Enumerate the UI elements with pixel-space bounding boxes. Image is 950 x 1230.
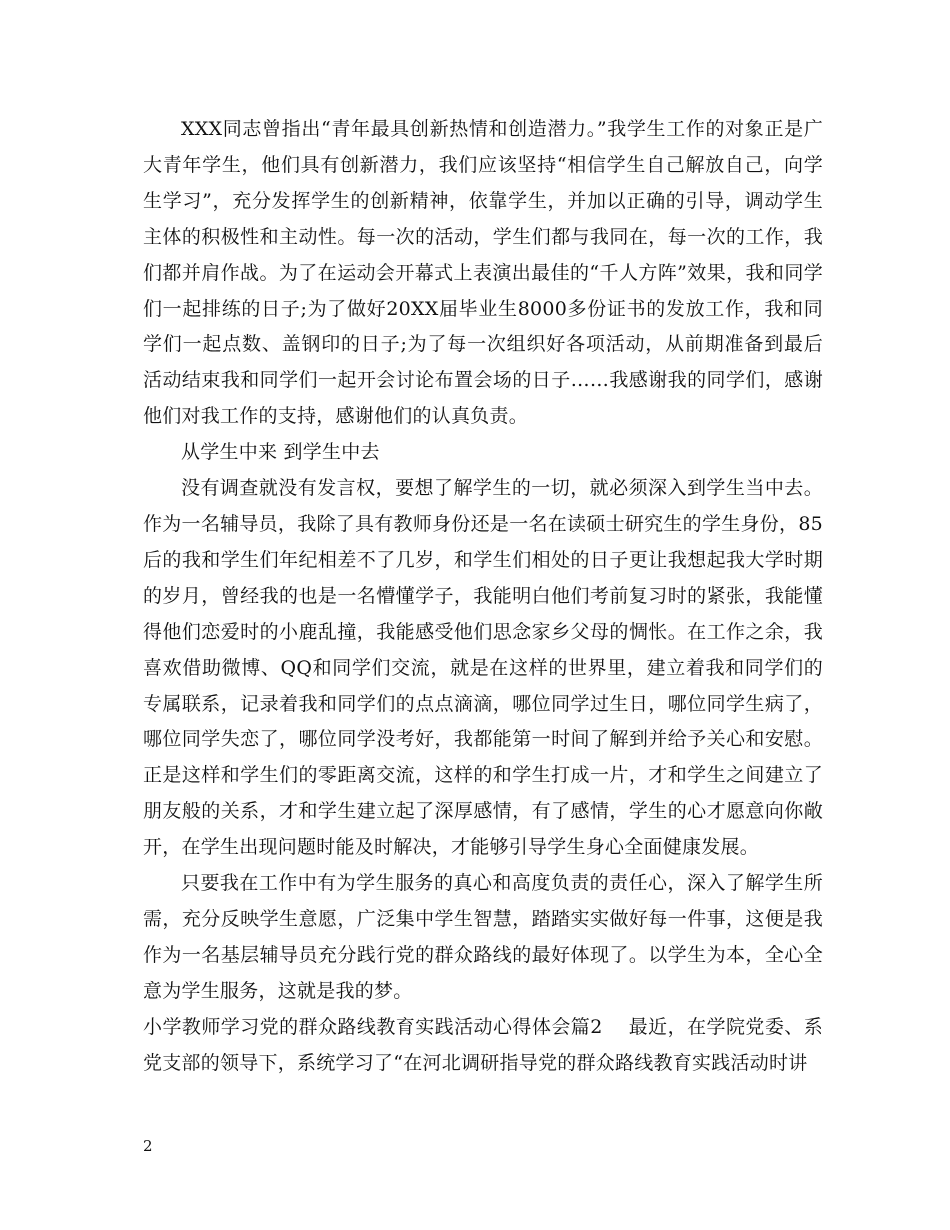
paragraph-service-dream: 只要我在工作中有为学生服务的真心和高度负责的责任心，深入了解学生所需，充分反映学生意愿，广泛集中学生智慧，踏踏实实做好每一件事，这便是我作为一名基层辅导员充分践行党的群众路线的最好体现了。以学生为本，全心全意为学生服务，这就是我的梦。 — [143, 872, 823, 1002]
article-title: 小学教师学习党的群众路线教育实践活动心得体会篇2 — [143, 1015, 603, 1038]
document-body — [143, 112, 823, 1081]
paragraph-student-innovation: XXX同志曾指出“青年最具创新热情和创造潜力。”我学生工作的对象正是广大青年学生，他们具有创新潜力，我们应该坚持“相信学生自己解放自己，向学生学习”，充分发挥学生的创新精神，依靠学生，并加以正确的引导，调动学生主体的积极性和主动性。每一次的活动，学生们都与我同在，每一次的工作，我们都并肩作战。为了在运动会开幕式上表演出最佳的“千人方阵”效果，我和同学们一起排练的日子;为了做好20XX届毕业生8000多份证书的发放工作，我和同学们一起点数、盖钢印的日子;为了每一次组织好各项活动，从前期准备到最后活动结束我和同学们一起开会讨论布置会场的日子……我感谢我的同学们，感谢他们对我工作的支持，感谢他们的认真负责。 — [143, 118, 823, 428]
page-number: 2 — [143, 1137, 153, 1155]
paragraph-investigation: 没有调查就没有发言权，要想了解学生的一切，就必须深入到学生当中去。作为一名辅导员，我除了具有教师身份还是一名在读硕士研究生的学生身份，85后的我和学生们年纪相差不了几岁，和学生们相处的日子更让我想起我大学时期的岁月，曾经我的也是一名懵懂学子，我能明白他们考前复习时的紧张，我能懂得他们恋爱时的小鹿乱撞，我能感受他们思念家乡父母的惆怅。在工作之余，我喜欢借助微博、QQ和同学们交流，就是在这样的世界里，建立着我和同学们的专属联系，记录着我和同学们的点点滴滴，哪位同学过生日，哪位同学生病了，哪位同学失恋了，哪位同学没考好，我都能第一时间了解到并给予关心和安慰。正是这样和学生们的零距离交流，这样的和学生打成一片，才和学生之间建立了朋友般的关系，才和学生建立起了深厚感情，有了感情，学生的心才愿意向你敞开，在学生出现问题时能及时解决，才能够引导学生身心全面健康发展。 — [143, 477, 823, 859]
section-heading: 从学生中来 到学生中去 — [181, 441, 380, 464]
article-opening: 最近，在学院党委、系党支部的领导下，系统学习了“在河北调研指导党的群众路线教育实践活动时讲 — [143, 1015, 823, 1074]
paragraph-article-start — [143, 1010, 823, 1082]
